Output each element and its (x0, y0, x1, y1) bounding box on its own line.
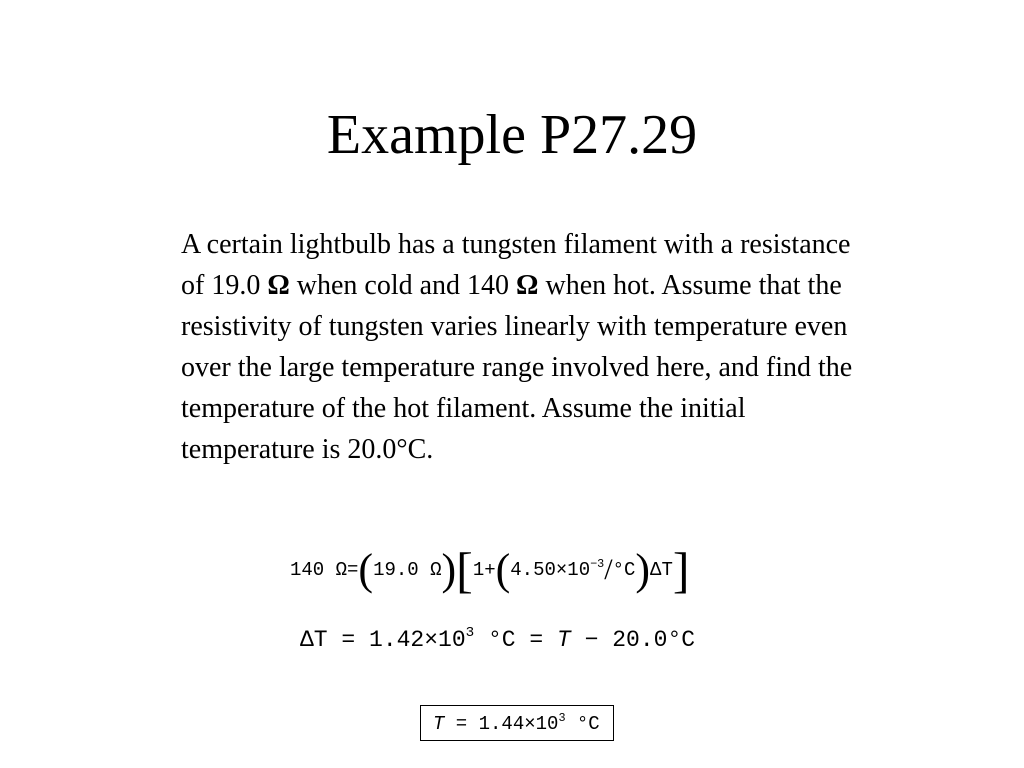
eq1-slash: / (604, 553, 613, 586)
eq3-exponent: 3 (558, 710, 566, 725)
eq3-t: T (433, 713, 445, 735)
eq2-rest: − 20.0°C (570, 627, 696, 653)
open-bracket: [ (456, 542, 473, 598)
slide-title: Example P27.29 (326, 104, 698, 166)
eq1-alpha-unit: °C (612, 559, 636, 581)
eq2-delta-t: ΔT (300, 627, 328, 653)
problem-text-part-3: when hot. Assume that the resistivity of tungsten varies linearly with temperature even over the large temperature range involved here, and find the temperature of the hot filament. Assume the initial temperature is 20.0°C. (181, 270, 853, 465)
problem-text-part-2: when cold and 140 (289, 270, 517, 301)
eq2-exponent: 3 (465, 625, 475, 642)
eq3-unit: °C (565, 713, 600, 735)
open-paren: ( (358, 545, 374, 594)
eq1-lhs: 140 Ω (290, 559, 348, 581)
close-paren: ) (635, 545, 651, 594)
problem-text (181, 224, 871, 470)
eq3-value: = 1.44×10 (444, 713, 559, 735)
ohm-symbol: Ω (267, 270, 290, 301)
close-paren: ) (441, 545, 457, 594)
eq1-initial-resistance: 19.0 Ω (373, 559, 442, 581)
problem-text-part-1: A certain lightbulb has a tungsten filament with a resistance of 19.0 (181, 229, 851, 301)
open-paren: ( (495, 545, 511, 594)
eq2-value: = 1.42×10 (327, 627, 466, 653)
eq1-alpha: $4.50\times 10^{-3}$ (510, 556, 605, 581)
eq1-one-plus: 1+ (472, 559, 496, 581)
eq2-unit: °C = (474, 627, 558, 653)
eq1-equals: = (347, 559, 359, 581)
eq2-t: T (557, 627, 571, 653)
close-bracket: ] (672, 542, 690, 598)
equation-delta-t (300, 622, 695, 658)
boxed-answer (420, 705, 614, 741)
equation-resistance-relation (290, 542, 690, 598)
eq1-delta-t: ΔT (650, 559, 673, 581)
ohm-symbol: Ω (516, 270, 539, 301)
